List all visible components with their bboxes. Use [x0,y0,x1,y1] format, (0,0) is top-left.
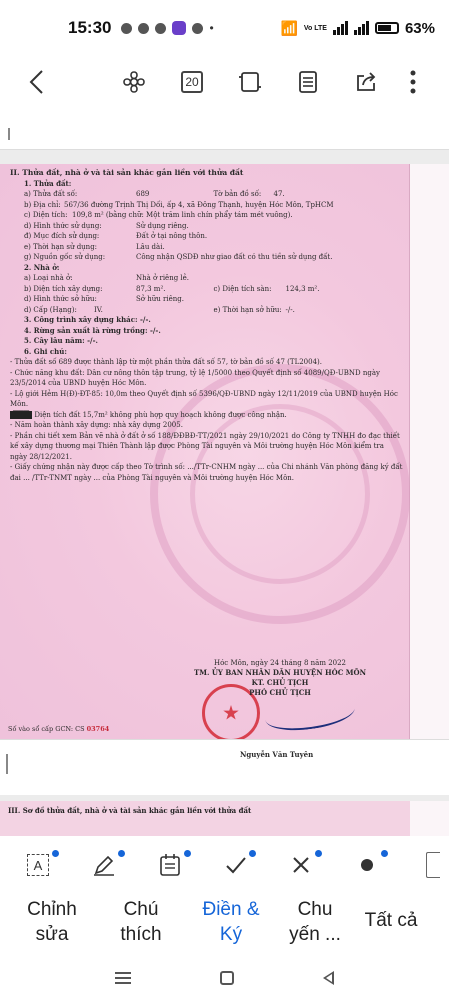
back-button[interactable] [16,62,56,102]
build-area-label: b) Diện tích xây dựng: [24,284,103,293]
share-button[interactable] [346,62,386,102]
flower-icon [121,69,147,95]
house-type-label: a) Loại nhà ở: [24,274,73,282]
house-type-row [10,273,403,284]
tab-all[interactable] [358,894,424,933]
status-bar [0,0,449,56]
map-value: 47. [273,190,285,198]
settings-dot-icon [183,849,192,858]
form-calendar-icon [159,853,181,877]
checkmark-icon [225,855,247,875]
page-number-button[interactable] [172,62,212,102]
signature-icon [263,693,356,735]
note-4-text: Diện tích đất 15,7m² không phù hợp quy hoạch không được công nhận. [34,410,287,419]
grade-value: IV. [94,305,103,314]
floor-area-label: c) Diện tích sàn: [213,284,272,293]
document-list-button[interactable] [288,62,328,102]
house-area-row [10,284,403,295]
dot-tool[interactable] [351,849,383,881]
term-label: e) Thời hạn sử dụng: [24,242,98,251]
tab-fill-sign-label-2: Ký [219,924,243,945]
grade-row [10,305,403,316]
flower-button[interactable] [114,62,154,102]
tiktok-icon [138,23,149,34]
viewer-toolbar [0,56,449,108]
purpose-value: Đất ở tại nông thôn. [136,232,208,240]
signature-block [160,658,400,698]
more-button[interactable] [393,62,433,102]
settings-dot-icon [51,849,60,858]
settings-dot-icon [248,849,257,858]
shape-icon [426,852,440,878]
tab-comment-label: Chú [123,899,159,920]
battery-icon [375,22,399,34]
tab-fill-sign[interactable] [196,894,266,947]
viber-icon [172,21,186,35]
tab-edit[interactable] [24,894,80,947]
parcel-row [10,189,403,200]
map-label: Tờ bản đồ số: [213,190,262,198]
document-list-icon [297,70,319,94]
cross-tool[interactable] [285,849,317,881]
settings-dot-icon [380,849,389,858]
reg-number: 03764 [86,725,110,733]
status-time: 15:30 [68,18,112,37]
signal-icon [333,21,348,35]
grade-label: d) Cấp (Hạng): [24,305,77,314]
record-icon [192,23,203,34]
text-tool[interactable] [22,849,54,881]
page-break [0,739,449,795]
tab-convert-label: Chu [297,899,333,920]
pen-tool[interactable] [88,849,120,881]
status-right [280,20,435,37]
document-viewer[interactable] [0,118,449,836]
tab-edit-label-2: sửa [35,924,69,945]
forest-row: 4. Rừng sản xuất là rừng trồng: -/-. [24,325,161,335]
back-triangle-icon[interactable] [323,971,334,985]
crop-button[interactable] [230,62,270,102]
toolbar-actions [114,62,386,102]
pen-icon [92,853,116,877]
bottom-tabs [0,894,449,956]
settings-dot-icon [314,849,323,858]
ownership-label: d) Hình thức sở hữu: [24,295,97,303]
page-gap [0,150,449,164]
certificate-page [0,164,410,759]
more-vertical-icon [410,70,416,94]
purpose-label: đ) Mục đích sử dụng: [24,232,100,240]
section-title: II. Thửa đất, nhà ở và tài sản khác gắn liền với thửa đất [10,168,244,177]
home-icon[interactable] [220,971,234,985]
crop-icon [239,70,261,94]
perennial-row: 5. Cây lâu năm: -/-. [24,336,98,345]
form-row [10,221,403,232]
dot-indicator-icon: • [209,21,214,35]
text-box-icon: A [27,854,49,876]
house-type-value: Nhà ở riêng lẻ. [136,274,190,282]
note-3: - Lộ giới Hẻm H(Đ)-ĐT-85: 10,0m theo Quyết định số 5396/QĐ-UBND ngày 12/11/2019 của UBND huyện Hóc Môn. [10,389,398,408]
redaction-mark: ███ [10,411,32,419]
system-nav-bar [0,956,449,1000]
term-row [10,242,403,253]
tab-edit-label: Chỉnh [27,899,77,920]
messenger-icon [121,23,132,34]
parcel-label: a) Thửa đất số: [24,190,78,198]
area-label: c) Diện tích: [24,211,68,219]
note-1: - Thửa đất số 689 được thành lập từ một phần thửa đất số 57, tờ bản đồ số 47 (TL2004). [10,358,322,366]
own-term-value: -/-. [285,305,295,314]
tab-convert[interactable] [280,894,350,947]
battery-percent: 63% [404,19,435,37]
tab-comment[interactable] [116,894,166,947]
authority: TM. ỦY BAN NHÂN DÂN HUYỆN HÓC MÔN [193,668,367,677]
floor-area-value: 124,3 m². [285,284,320,293]
ownership-value: Sở hữu riêng. [136,295,184,303]
place-date: Hóc Môn, ngày 24 tháng 8 năm 2022 [213,659,347,667]
note-2: - Chức năng khu đất: Dân cư nông thôn tập trung, tỷ lệ 1/5000 theo Quyết định số 4089/QĐ-UBND ngày 23/5/2014 của UBND huyện Hóc Môn. [10,368,380,387]
wifi-icon: 📶 [280,19,298,36]
tab-convert-label-2: yến ... [289,924,341,945]
note-4 [10,410,403,421]
address-label: b) Địa chỉ: [24,200,61,209]
reg-label: Số vào sổ cấp GCN: CS [8,725,85,733]
chevron-left-icon [28,69,44,95]
cross-icon [291,855,311,875]
tab-comment-label-2: thích [120,924,162,945]
annotation-toolbar [0,836,449,894]
form-value: Sử dụng riêng. [136,221,189,230]
origin-value: Công nhận QSDĐ như giao đất có thu tiền sử dụng đất. [136,253,333,261]
note-6: - Phần chi tiết xem Bản vẽ nhà ở đất ở số 188/ĐĐBĐ-TT/2021 ngày 29/10/2021 do Công ty TNHH đo đạc thiết kế xây dựng thương mại Thiên Thành lập được Phòng Tài nguyên và Môi trường huyện Hóc Môn kiểm tra ngày 28/12/2021. [10,431,400,461]
ownership-row [10,294,403,305]
origin-label: g) Nguồn gốc sử dụng: [24,253,106,261]
tab-fill-sign-label: Điền & [202,899,260,920]
shape-tool[interactable] [417,849,449,881]
recent-apps-icon[interactable] [115,972,131,984]
form-tool[interactable] [154,849,186,881]
signer-name: Nguyễn Văn Tuyên [240,750,314,759]
notes-title: 6. Ghi chú: [24,346,67,356]
page-number: 20 [181,71,203,93]
app-icon [155,23,166,34]
land-title: 1. Thửa đất: [24,178,72,188]
address-value: 567/36 đường Trịnh Thị Dối, ấp 4, xã Đông Thạnh, huyện Hóc Môn, TpHCM [64,200,334,209]
house-title: 2. Nhà ở: [24,262,60,272]
term-value: Lâu dài. [136,242,165,251]
dot-icon [359,857,375,873]
area-row [10,210,403,221]
build-area-value: 87,3 m². [136,284,166,293]
check-tool[interactable] [220,849,252,881]
notification-icons [121,21,213,35]
kt-title: KT. CHỦ TỊCH [251,678,309,687]
purpose-row [10,231,403,242]
parcel-value: 689 [136,190,150,198]
lte-label: Vo LTE [303,24,327,32]
note-5: - Năm hoàn thành xây dựng: nhà xây dựng 2005. [10,421,183,429]
section3-title: III. Sơ đồ thửa đất, nhà ở và tài sản khác gắn liền với thửa đất [0,801,410,836]
registration-number [8,724,109,735]
origin-row [10,252,403,263]
own-term-label: e) Thời hạn sở hữu: [213,305,282,314]
tab-all-label: Tất cả [364,910,418,931]
share-icon [354,70,378,94]
address-row [10,200,403,211]
signal2-icon [354,21,369,35]
previous-page-bottom [0,118,449,150]
note-7: - Giấy chứng nhận này được cấp theo Tờ trình số: .../TTr-CNHM ngày ... của Chi nhánh Văn phòng đăng ký đất đai ... /TTr-TNMT ngày ... của Phòng Tài nguyên và Môi trường huyện Hóc Môn. [10,463,403,482]
area-value: 109,8 m² (bằng chữ: Một trăm linh chín phẩy tám mét vuông). [72,211,293,219]
form-label: d) Hình thức sử dụng: [24,221,102,230]
settings-dot-icon [117,849,126,858]
vice-title: PHÓ CHỦ TỊCH [249,688,311,697]
other-construction: 3. Công trình xây dựng khác: -/-. [24,315,151,324]
